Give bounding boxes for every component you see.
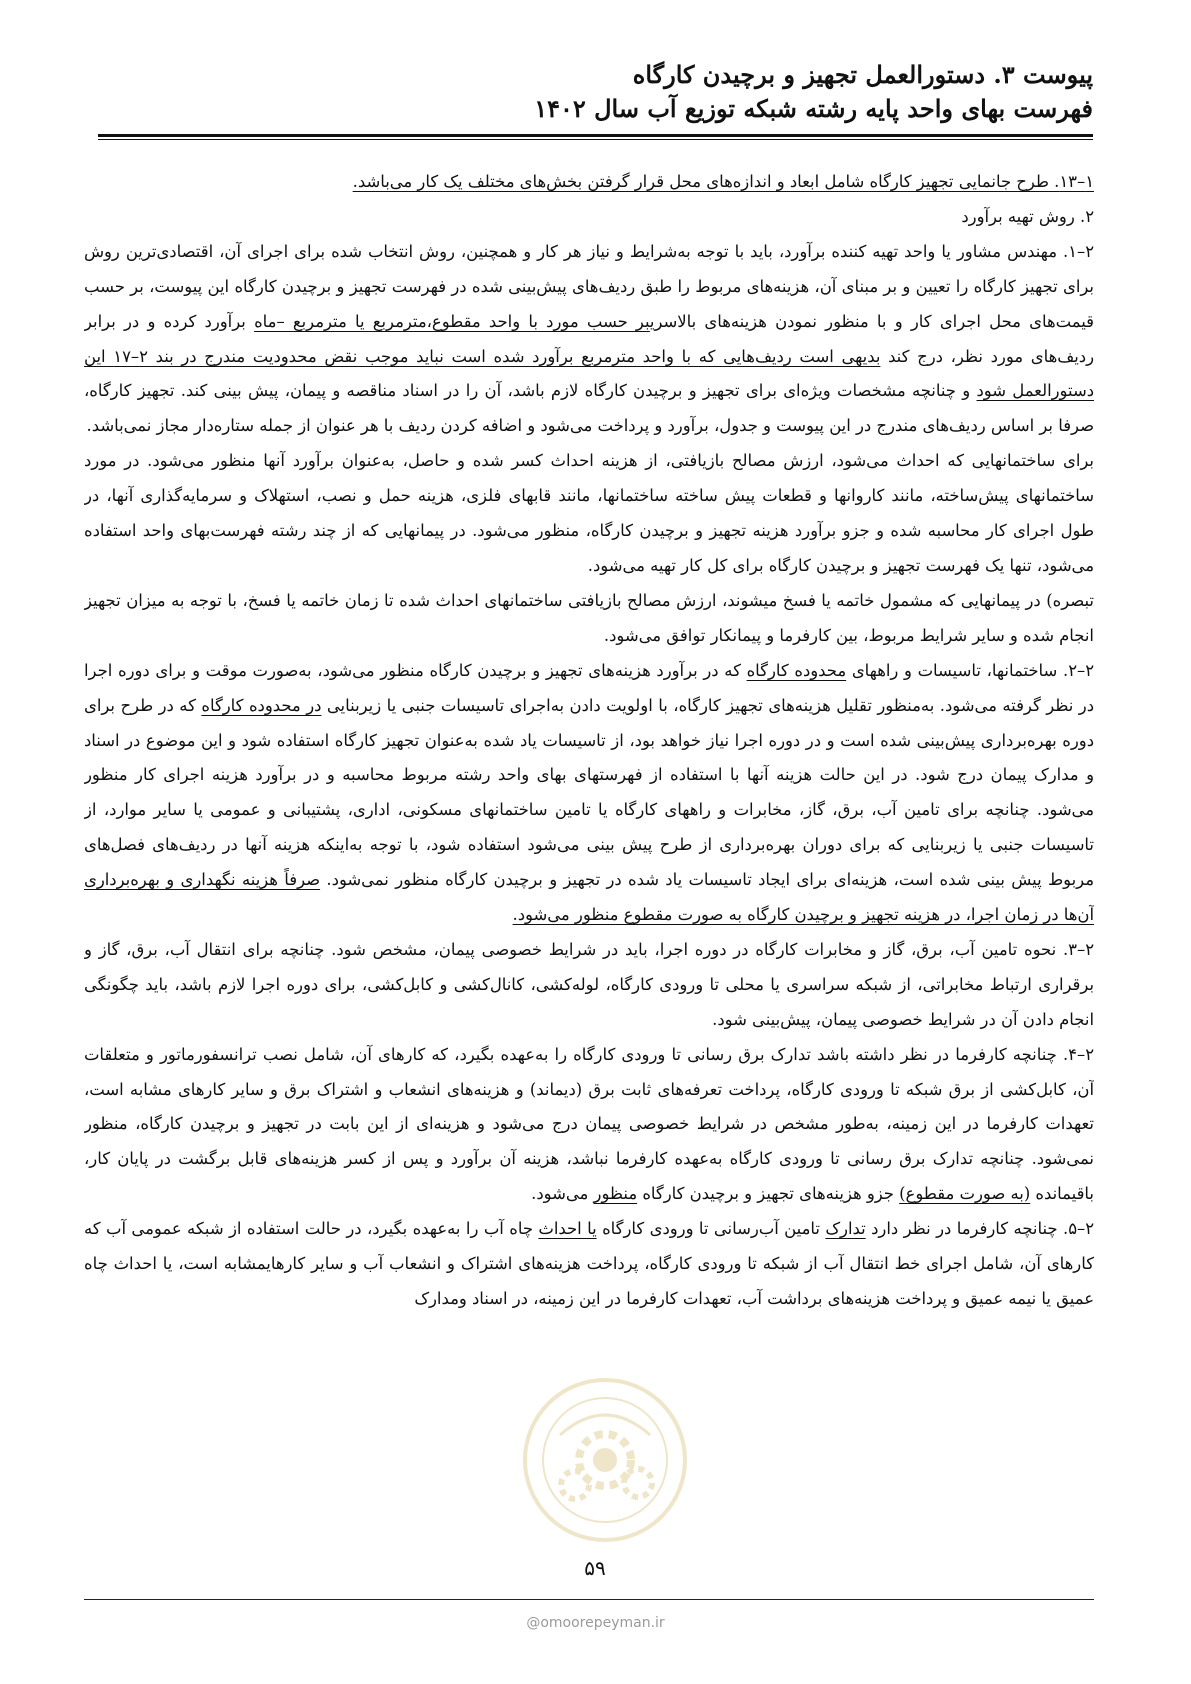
paragraph-text: تبصره) در پیمانهایی که مشمول خاتمه یا فسخ میشوند، ارزش مصالح بازیافتی ساختمانهای احداث شده تا زمان خاتمه یا فسخ، با توجه به میزان تجهیز انجام شده و سایر شرایط مربوط، بین کارفرما و پیمانکار توافق می‌شود. — [84, 590, 1094, 645]
paragraph-text: چاه آب را به‌عهده بگیرد، در حالت استفاده از شبکه عمومی آب که کارهای آن، شامل اجرای خط انتقال آب از شبکه تا ورودی کارگاه، پرداخت هزینه‌های اشتراک و انشعاب آب و سایر کارهایمشابه است، یا احداث چاه عمیق یا نیمه عمیق و پرداخت هزینه‌های برداشت آب، تعهدات کارفرما در این زمینه، در اسناد ومدارک — [84, 1219, 1094, 1308]
paragraph-text: ۲–۵. چنانچه کارفرما در نظر دارد — [865, 1219, 1094, 1239]
paragraph — [84, 933, 1094, 1038]
paragraph-text: می‌شود. — [531, 1184, 594, 1204]
paragraph — [84, 444, 1094, 584]
paragraph — [84, 1038, 1094, 1213]
paragraph-text: برای ساختمانهایی که احداث می‌شود، ارزش مصالح بازیافتی، از هزینه احداث کسر شده و حاصل، به‌عنوان برآورد آنها منظور می‌شود. در مورد ساختمانهای پیش‌ساخته، مانند کاروانها و قطعات پیش ساخته ساختمانها، مانند قابهای فلزی، هزینه حمل و نصب، استهلاک و سرمایه‌گذاری آنها، در طول اجرای کار محاسبه شده و جزو برآورد هزینه تجهیز و برچیدن کارگاه، منظور می‌شود. در پیمانهایی که از چند رشته فهرست‌بهای واحد استفاده می‌شود، تنها یک فهرست تجهیز و برچیدن کارگاه برای کل کار تهیه می‌شود. — [84, 451, 1094, 575]
underlined-text: (به صورت مقطوع) — [899, 1184, 1031, 1204]
paragraph-text: جزو هزینه‌های تجهیز و برچیدن کارگاه — [637, 1184, 900, 1204]
paragraph-text: که در برآورد هزینه‌های تجهیز و برچیدن کارگاه منظور می‌شود، به‌صورت موقت و برای دوره اجرا در نظر گرفته می‌شود. به‌منظور تقلیل هزینه‌های تجهیز کارگاه، با اولویت دادن به‌اجرای تاسیسات جنبی یا زیربنایی — [84, 660, 1094, 715]
underlined-text: تدارک — [825, 1219, 866, 1239]
underlined-text: بر حسب مورد با واحد مقطوع،مترمربع یا مترمربع –ماه — [254, 311, 650, 331]
paragraph — [84, 200, 1094, 235]
paragraph — [84, 1212, 1094, 1317]
underlined-text: منظور — [593, 1184, 638, 1204]
footer-rule — [84, 1599, 1094, 1600]
paragraph — [84, 165, 1094, 200]
paragraph-text: ۲–۱. مهندس مشاور یا واحد تهیه کننده برآورد، باید با توجه به‌شرایط و نیاز هر کار و همچنین، روش انتخاب شده برای اجرای آن، اقتصادی‌ترین روش برای تجهیز کارگاه را تعیین و بر مبنای آن، هزینه‌های مربوط را طبق ردیف‌های پیش‌بینی شده در فهرست تجهیز و برچیدن کارگاه این پیوست، بر حسب قیمت‌های محل اجرای کار و با منظور نمودن هزینه‌های بالاسری — [84, 241, 1094, 331]
paragraph-text: ۲. روش تهیه برآورد — [961, 206, 1094, 226]
paragraph — [84, 235, 1094, 444]
page-header — [99, 58, 1093, 126]
paragraph-text: ۲–۳. نحوه تامین آب، برق، گاز و مخابرات کارگاه در دوره اجرا، باید در شرایط خصوصی پیمان، مشخص شود. چنانچه برای انتقال آب، برق، گاز و برقراری ارتباط مخابراتی، از شبکه سراسری یا محلی تا ورودی کارگاه، لوله‌کشی، کانال‌کشی و کابل‌کشی، برای دوره اجرا لازم باشد، باید چگونگی انجام دادن آن در شرایط خصوصی پیمان، پیش‌بینی شود. — [84, 939, 1094, 1029]
underlined-text: یا احداث — [538, 1219, 597, 1239]
paragraph-text: که در طرح برای دوره بهره‌برداری پیش‌بینی شده است و در دوره اجرا نیاز خواهد بود، از تاسیسات یاد شده به‌عنوان تجهیز کارگاه استفاده شود و این موضوع در اسناد و مدارک پیمان درج شود. در این حالت هزینه آنها با استفاده از فهرستهای بهای واحد رشته مربوط محاسبه و در برآورد هزینه اجرای کار منظور می‌شود. چنانچه برای تامین آب، برق، گاز، مخابرات و راههای کارگاه یا تامین ساختمانهای مسکونی، اداری، پشتیبانی و عمومی یا سایر موارد، از تاسیسات جنبی یا زیربنایی که برای دوران بهره‌برداری از طرح پیش بینی می‌شود استفاده شود، با توجه به‌اینکه هزینه آنها در ردیف‌های فصل‌های مربوط پیش بینی شده است، هزینه‌ای برای ایجاد تاسیسات یاد شده در تجهیز و برچیدن کارگاه منظور نمی‌شود. — [84, 695, 1094, 890]
paragraph-text: ۲–۲. ساختمانها، تاسیسات و راههای — [846, 660, 1094, 680]
price-list-title: فهرست بهای واحد پایه رشته شبکه توزیع آب سال ۱۴۰۲ — [534, 94, 1093, 123]
paragraph-text: تامین آب‌رسانی تا ورودی کارگاه — [596, 1219, 826, 1239]
underlined-text: بدیهی است ردیف‌هایی که با واحد مترمربع برآورد شده است نباید موجب نقض محدودیت مندرج در بند ۲–۱۷ این دستورالعمل شود — [84, 346, 1094, 401]
page-number: ۵۹ — [584, 1556, 606, 1580]
underlined-text: ۱–۱۳. طرح جانمایی تجهیز کارگاه شامل ابعاد و اندازه‌های محل قرار گرفتن بخش‌های مختلف یک کار می‌باشد. — [352, 172, 1094, 191]
paragraph-text: برآورد کرده و در برابر ردیف‌های مورد نظر، درج کند — [84, 311, 1094, 366]
paragraph — [84, 584, 1094, 654]
header-rule-thick — [98, 134, 1093, 137]
underlined-text: محدوده کارگاه — [746, 660, 847, 680]
body-text — [84, 165, 1094, 1545]
paragraph-text: و چنانچه مشخصات ویژه‌ای برای تجهیز و برچیدن کارگاه لازم باشد، آن را در اسناد مناقصه و پیمان، پیش بینی کند. تجهیز کارگاه، صرفا بر اساس ردیف‌های مندرج در این پیوست و جدول، برآورد و پرداخت می‌شود و اضافه کردن ردیف با هر عنوان از جمله ستاره‌دار مجاز نمی‌باشد. — [84, 381, 1094, 436]
website-watermark: @omoorepeyman.ir — [526, 1615, 665, 1631]
underlined-text: صرفاً هزینه نگهداری و بهره‌برداری آن‌ها در زمان اجرا، در هزینه تجهیز و برچیدن کارگاه به صورت مقطوع منظور می‌شود. — [84, 870, 1094, 925]
paragraph — [84, 654, 1094, 933]
appendix-title: پیوست ۳. دستورالعمل تجهیز و برچیدن کارگاه — [632, 60, 1093, 89]
underlined-text: در محدوده کارگاه — [201, 695, 322, 715]
paragraph-text: ۲–۴. چنانچه کارفرما در نظر داشته باشد تدارک برق رسانی تا ورودی کارگاه را به‌عهده بگیرد، که کارهای آن، شامل نصب ترانسفورماتور و متعلقات آن، کابل‌کشی از برق شبکه تا ورودی کارگاه، پرداخت تعرفه‌های ثابت برق (دیماند) و هزینه‌های انشعاب و اشتراک برق و سایر کارهای مشابه است، تعهدات کارفرما در این زمینه، به‌طور مشخص در شرایط خصوصی پیمان درج می‌شود و هزینه‌ای از این بابت در تجهیز و برچیدن کارگاه، منظور نمی‌شود. چنانچه تدارک برق رسانی تا ورودی کارگاه به‌عهده کارفرما نباشد، هزینه آن برآورد و پس از کسر هزینه‌های قابل برگشت در پایان کار، باقیمانده — [84, 1044, 1094, 1204]
header-rule-thin — [98, 139, 1093, 140]
